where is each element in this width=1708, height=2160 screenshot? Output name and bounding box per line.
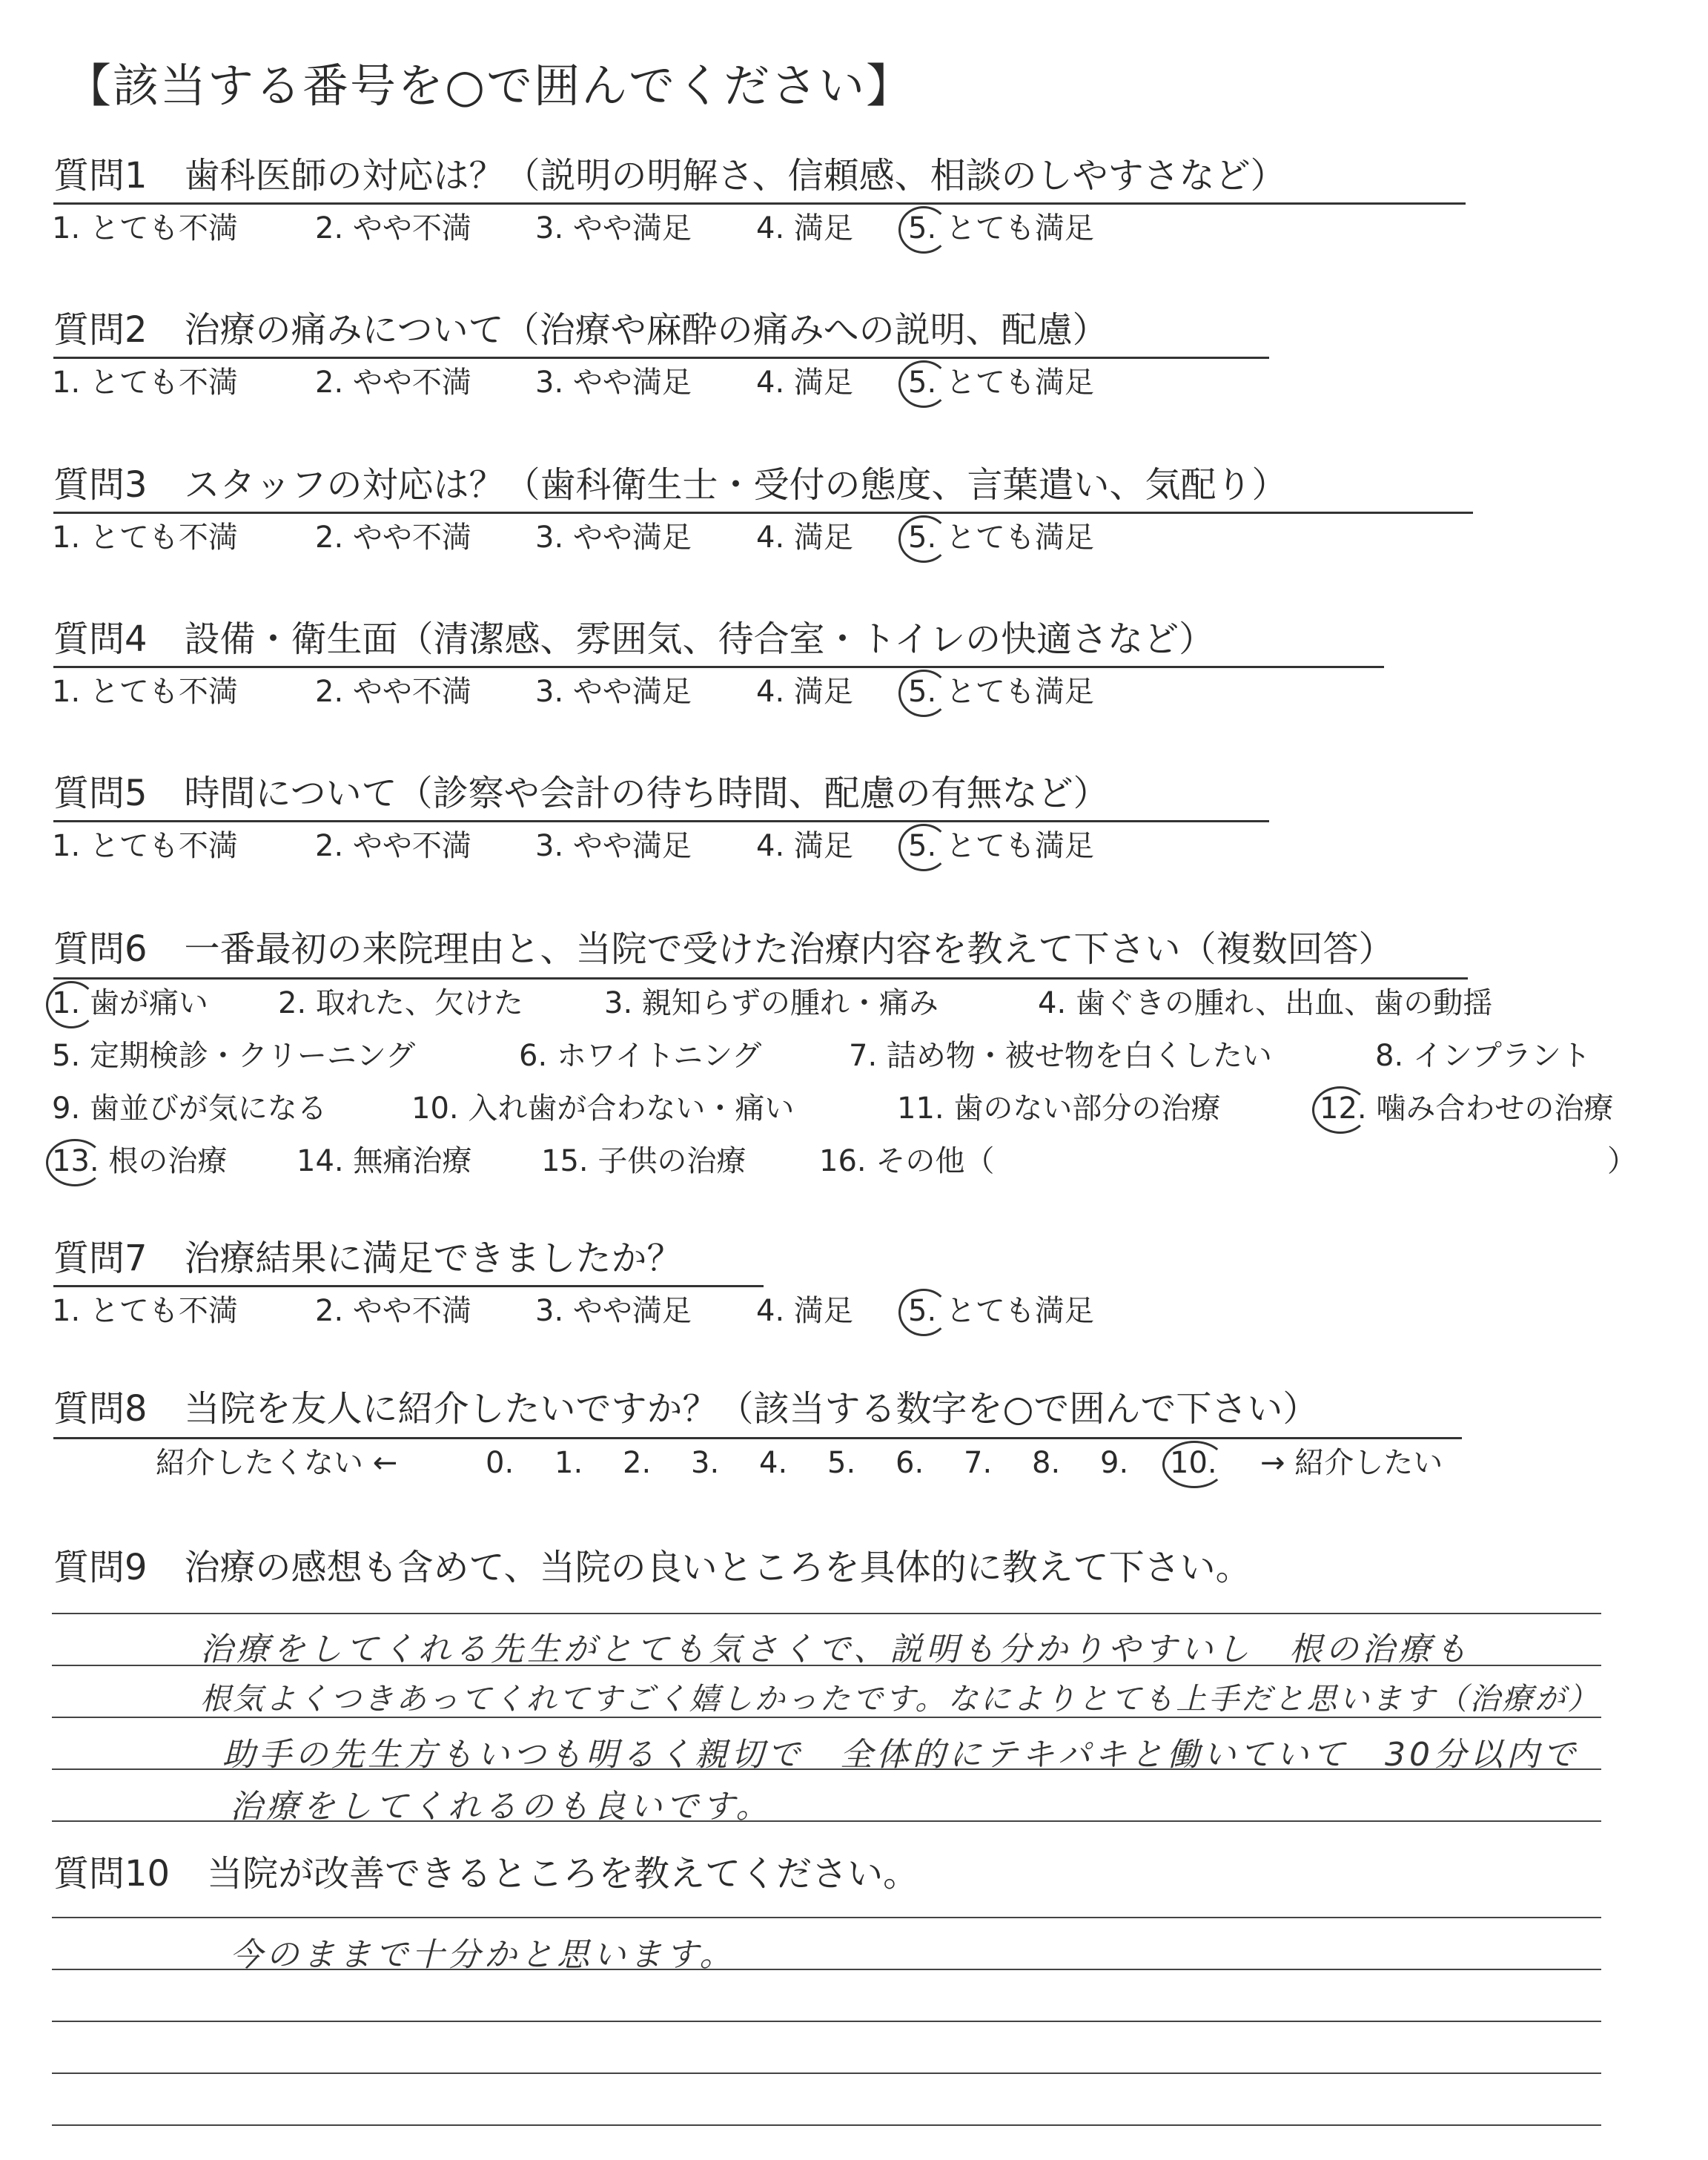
q8-scale-3[interactable]: 3. (691, 1446, 720, 1480)
q6-option-15[interactable]: 15. 子供の治療 (541, 1144, 747, 1178)
q10-answer-text-1[interactable]: 今のままで十分かと思います。 (230, 1936, 736, 1974)
question-1-options (0, 208, 1708, 252)
question-6-heading (53, 925, 1394, 973)
q9-answer-text-4[interactable]: 治療をしてくれるのも良いです。 (230, 1788, 772, 1826)
q8-scale-9[interactable]: 9. (1100, 1446, 1129, 1480)
q1-option-3[interactable]: 3. やや満足 (535, 211, 692, 245)
question-10-label: 質問10 (53, 1853, 171, 1895)
q6-option-9[interactable]: 9. 歯並びが気になる (52, 1091, 327, 1126)
q4-circle-mark (898, 670, 949, 717)
q3-option-2[interactable]: 2. やや不満 (315, 521, 471, 555)
q5-option-2[interactable]: 2. やや不満 (315, 829, 471, 863)
question-6-underline (53, 977, 1468, 980)
q6-option-8[interactable]: 8. インプラント (1375, 1039, 1591, 1073)
question-6-label: 質問6 (53, 928, 148, 970)
question-8-underline (53, 1437, 1462, 1439)
q1-circle-mark (898, 206, 949, 254)
question-6-options (0, 982, 1708, 1220)
q8-scale-2[interactable]: 2. (623, 1446, 652, 1480)
question-5-underline (53, 820, 1269, 822)
q6-circle-mark-1 (46, 981, 96, 1028)
q8-scale-1[interactable]: 1. (555, 1446, 583, 1480)
q5-option-4[interactable]: 4. 満足 (756, 829, 853, 863)
question-4-underline (53, 666, 1384, 668)
q10-answer-line (52, 2021, 1601, 2022)
question-2-text: 治療の痛みについて（治療や麻酔の痛みへの説明、配慮） (184, 309, 1108, 351)
q1-option-2[interactable]: 2. やや不満 (315, 211, 471, 245)
question-5-text: 時間について（診察や会計の待ち時間、配慮の有無など） (184, 773, 1109, 814)
q5-option-3[interactable]: 3. やや満足 (535, 829, 692, 863)
q8-scale-0[interactable]: 0. (486, 1446, 514, 1480)
q6-option-7[interactable]: 7. 詰め物・被せ物を白くしたい (849, 1039, 1272, 1073)
q6-circle-mark-13 (46, 1139, 104, 1186)
question-8-scale (0, 1442, 1708, 1487)
q6-option-12[interactable]: 12. 噛み合わせの治療 (1320, 1091, 1614, 1126)
q6-option-13[interactable]: 13. 根の治療 (52, 1144, 228, 1178)
q2-option-5[interactable]: 5. とても満足 (908, 366, 1094, 400)
q10-answer-line (52, 2073, 1601, 2074)
question-3-text: スタッフの対応は？（歯科衛生士・受付の態度、言葉遣い、気配り） (184, 464, 1288, 506)
q8-scale-10[interactable]: 10. (1170, 1446, 1217, 1480)
question-9-heading (53, 1544, 1251, 1591)
q8-left-label: 紹介したくない ← (156, 1446, 398, 1480)
q3-circle-mark (898, 515, 949, 563)
question-10-heading (53, 1850, 918, 1898)
question-1-label: 質問1 (53, 155, 148, 196)
question-3-underline (53, 512, 1473, 514)
q3-option-3[interactable]: 3. やや満足 (535, 521, 692, 555)
q4-option-3[interactable]: 3. やや満足 (535, 675, 692, 709)
question-3-label: 質問3 (53, 464, 148, 506)
question-5-options (0, 825, 1708, 870)
question-8-heading (53, 1385, 1318, 1433)
question-8-text: 当院を友人に紹介したいですか？（該当する数字を○で囲んで下さい） (184, 1388, 1319, 1430)
question-4-label: 質問4 (53, 618, 148, 660)
q3-option-5[interactable]: 5. とても満足 (908, 521, 1094, 555)
q4-option-2[interactable]: 2. やや不満 (315, 675, 471, 709)
question-2-heading (53, 306, 1108, 354)
q4-option-5[interactable]: 5. とても満足 (908, 675, 1094, 709)
q2-option-2[interactable]: 2. やや不満 (315, 366, 471, 400)
q7-option-3[interactable]: 3. やや満足 (535, 1294, 692, 1328)
q8-right-label: → 紹介したい (1260, 1446, 1443, 1480)
question-1-text: 歯科医師の対応は？（説明の明解さ、信頼感、相談のしやすさなど） (184, 155, 1286, 196)
question-1-heading (53, 152, 1286, 199)
question-10-text: 当院が改善できるところを教えてください。 (207, 1853, 919, 1895)
question-5-heading (53, 770, 1109, 817)
question-7-heading (53, 1235, 683, 1282)
q6-circle-mark-12 (1312, 1086, 1368, 1134)
q3-option-1[interactable]: 1. とても不満 (52, 521, 238, 555)
question-4-text: 設備・衛生面（清潔感、雰囲気、待合室・トイレの快適さなど） (184, 618, 1215, 660)
q6-option-16-close: ） (1607, 1144, 1637, 1178)
q6-option-3[interactable]: 3. 親知らずの腫れ・痛み (604, 986, 939, 1020)
q5-option-1[interactable]: 1. とても不満 (52, 829, 238, 863)
q6-option-6[interactable]: 6. ホワイトニング (519, 1039, 762, 1073)
question-3-heading (53, 461, 1288, 509)
q4-option-4[interactable]: 4. 満足 (756, 675, 853, 709)
question-7-text: 治療結果に満足できましたか？ (184, 1238, 683, 1279)
q9-answer-line (52, 1613, 1601, 1614)
q10-answer-line (52, 2124, 1601, 2126)
q2-option-1[interactable]: 1. とても不満 (52, 366, 238, 400)
q8-scale-6[interactable]: 6. (896, 1446, 924, 1480)
q3-option-4[interactable]: 4. 満足 (756, 521, 853, 555)
q5-option-5[interactable]: 5. とても満足 (908, 829, 1094, 863)
question-9-text: 治療の感想も含めて、当院の良いところを具体的に教えて下さい。 (184, 1547, 1251, 1588)
q6-option-16[interactable]: 16. その他（ (819, 1144, 995, 1178)
question-8-label: 質問8 (53, 1388, 148, 1430)
q6-option-2[interactable]: 2. 取れた、欠けた (278, 986, 523, 1020)
question-2-label: 質問2 (53, 309, 148, 351)
question-4-options (0, 671, 1708, 716)
q8-scale-5[interactable]: 5. (827, 1446, 856, 1480)
q5-circle-mark (898, 824, 949, 871)
q6-option-1[interactable]: 1. 歯が痛い (52, 986, 208, 1020)
q7-circle-mark (898, 1289, 949, 1336)
question-2-options (0, 362, 1708, 406)
question-3-options (0, 517, 1708, 561)
q2-circle-mark (898, 360, 949, 408)
q8-circle-mark (1162, 1441, 1226, 1488)
q1-option-5[interactable]: 5. とても満足 (908, 211, 1094, 245)
q6-option-5[interactable]: 5. 定期検診・クリーニング (52, 1039, 416, 1073)
page-title: 【該当する番号を○で囲んでください】 (65, 59, 914, 113)
question-7-label: 質問7 (53, 1238, 148, 1279)
q1-option-4[interactable]: 4. 満足 (756, 211, 853, 245)
q2-option-3[interactable]: 3. やや満足 (535, 366, 692, 400)
question-1-underline (53, 202, 1466, 205)
q6-option-10[interactable]: 10. 入れ歯が合わない・痛い (411, 1091, 795, 1126)
q8-scale-7[interactable]: 7. (964, 1446, 993, 1480)
q7-option-4[interactable]: 4. 満足 (756, 1294, 853, 1328)
q8-scale-8[interactable]: 8. (1032, 1446, 1061, 1480)
question-2-underline (53, 357, 1269, 359)
q2-option-4[interactable]: 4. 満足 (756, 366, 853, 400)
q7-option-1[interactable]: 1. とても不満 (52, 1294, 238, 1328)
question-6-text: 一番最初の来院理由と、当院で受けた治療内容を教えて下さい（複数回答） (184, 928, 1394, 970)
question-9-label: 質問9 (53, 1547, 148, 1588)
question-7-options (0, 1290, 1708, 1335)
q1-option-1[interactable]: 1. とても不満 (52, 211, 238, 245)
q6-option-14[interactable]: 14. 無痛治療 (297, 1144, 472, 1178)
q7-option-5[interactable]: 5. とても満足 (908, 1294, 1094, 1328)
q9-answer-text-2[interactable]: 根気よくつきあってくれてすごく嬉しかったです。なによりとても上手だと思います（治療が） (200, 1681, 1601, 1717)
q9-answer-text-3[interactable]: 助手の先生方もいつも明るく親切で 全体的にテキパキと働いていて 30分以内で (222, 1736, 1579, 1774)
q8-scale-4[interactable]: 4. (759, 1446, 788, 1480)
q9-answer-text-1[interactable]: 治療をしてくれる先生がとても気さくで、説明も分かりやすいし 根の治療も (200, 1631, 1472, 1668)
q10-answer-line (52, 1917, 1601, 1918)
q6-option-11[interactable]: 11. 歯のない部分の治療 (897, 1091, 1221, 1126)
q4-option-1[interactable]: 1. とても不満 (52, 675, 238, 709)
question-7-underline (53, 1285, 764, 1287)
question-4-heading (53, 615, 1214, 663)
q6-option-4[interactable]: 4. 歯ぐきの腫れ、出血、歯の動揺 (1038, 986, 1493, 1020)
q7-option-2[interactable]: 2. やや不満 (315, 1294, 471, 1328)
question-5-label: 質問5 (53, 773, 148, 814)
